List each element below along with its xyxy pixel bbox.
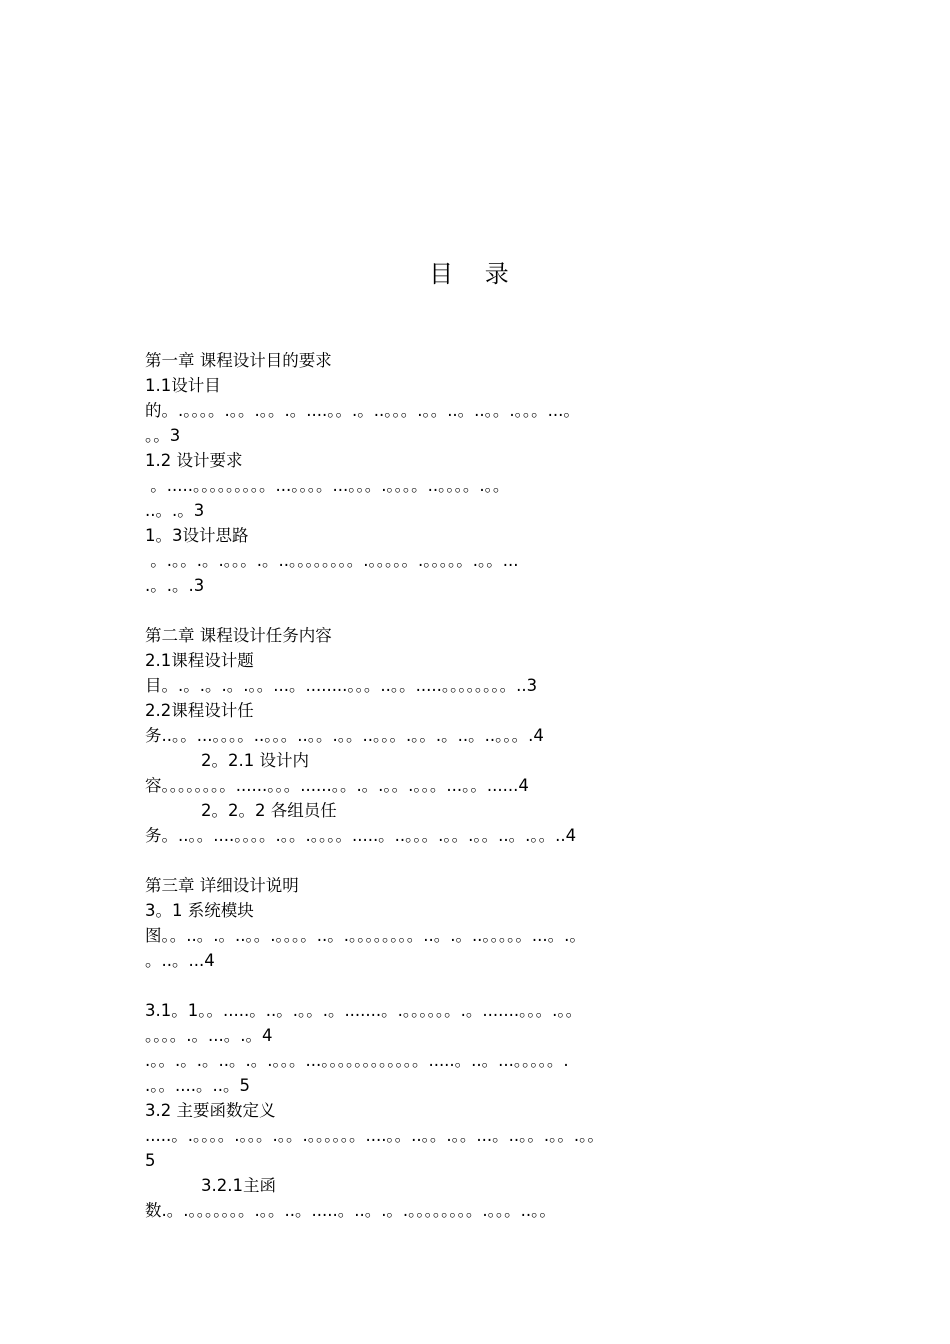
toc-line: 3。1 系统模块 [145, 901, 254, 920]
toc-line: 务..。。...。。。。..。。。..。。.。。..。。。.。。.。..。..。。。.4 [145, 726, 544, 745]
toc-spacer [145, 598, 810, 623]
toc-title: 目 录 [429, 260, 521, 288]
toc-line: 第三章 详细设计说明 [145, 876, 299, 895]
toc-line: 。。。。.。...。.。4 [145, 1026, 273, 1045]
toc-line: 1。3设计思路 [145, 526, 249, 545]
toc-line: 3.2.1主函 [201, 1176, 276, 1195]
toc-spacer [145, 973, 810, 998]
toc-line: 的。.。。。。.。。.。。.。....。。.。..。。。.。。..。..。。.。。。...。 [145, 401, 580, 420]
toc-line: 。.。。.。.。。。.。..。。。。。。。。.。。。。。.。。。。。.。。... [145, 551, 519, 570]
toc-line: 。.....。。。。。。。。。...。。。。...。。。.。。。。..。。。。.。。 [145, 476, 510, 495]
toc-line: .。.。.3 [145, 576, 205, 595]
toc-body [145, 348, 810, 1223]
toc-spacer [145, 848, 810, 873]
toc-line: 数.。.。。。。。。。.。。..。.....。..。.。.。。。。。。。。.。。。..。。 [145, 1201, 556, 1220]
toc-line: .....。.。。。。.。。。.。。.。。。。。。....。。..。。.。。...。..。。.。。.。。 [145, 1126, 604, 1145]
toc-line: ..。.。3 [145, 501, 205, 520]
toc-line: 2。2。2 各组员任 [201, 801, 337, 820]
toc-line: 3.1。1。。.....。..。.。。.。.......。.。。。。。。.。.......。。。.。。 [145, 1001, 583, 1020]
toc-line: .。。....。..。5 [145, 1076, 250, 1095]
toc-line: .。。.。.。..。.。.。。。...。。。。。。。。。。。。.....。..。...。。。。。. [145, 1051, 569, 1070]
toc-line: 2.1课程设计题 [145, 651, 254, 670]
toc-line: 5 [145, 1151, 156, 1170]
toc-line: 1.2 设计要求 [145, 451, 243, 470]
toc-line: 第一章 课程设计目的要求 [145, 351, 332, 370]
toc-line: 容。。。。。。。。......。。。......。。.。.。。.。。。...。。......4 [145, 776, 529, 795]
toc-line: 目。.。.。.。.。。...。........。。。..。。.....。。。。。。。。..3 [145, 676, 538, 695]
toc-line: 1.1设计目 [145, 376, 221, 395]
toc-line: 2。2.1 设计内 [201, 751, 309, 770]
toc-line: 图。。..。.。..。。.。。。。..。.。。。。。。。。..。.。..。。。。。...。.。 [145, 926, 586, 945]
toc-line: 第二章 课程设计任务内容 [145, 626, 332, 645]
toc-line: 务。..。。....。。。。.。。.。。。。.....。..。。。.。。.。。..。.。。..4 [145, 826, 577, 845]
toc-line: 。。3 [145, 426, 181, 445]
toc-line: 。..。...4 [145, 951, 215, 970]
toc-line: 3.2 主要函数定义 [145, 1101, 276, 1120]
toc-line: 2.2课程设计任 [145, 701, 254, 720]
